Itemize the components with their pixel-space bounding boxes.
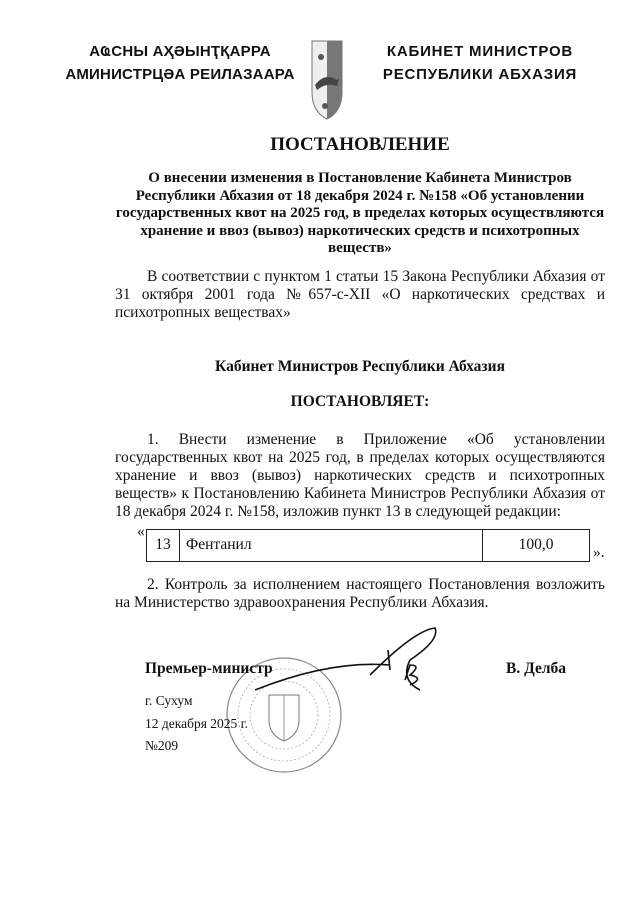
signature-block: [115, 660, 605, 780]
header-right-line1: КАБИНЕТ МИНИСТРОВ: [386, 43, 574, 60]
header-left-line1: АҨСНЫ АҲӘЫНҬҚАРРА: [89, 43, 271, 60]
item-2: 2. Контроль за исполнением настоящего Постановления возложить на Министерство здравоохранения Республики Абхазия.: [115, 575, 605, 611]
document-body: [115, 134, 605, 780]
table-row: [147, 529, 590, 561]
preamble: В соответствии с пунктом 1 статьи 15 Закона Республики Абхазия от 31 октября 2001 года №657-с-XII «О наркотических средствах и психотропных веществах»: [115, 267, 605, 321]
row-number: 13: [147, 529, 180, 561]
document-number: №209: [145, 737, 179, 753]
quote-close: ».: [593, 543, 605, 561]
coat-of-arms-emblem: [311, 40, 343, 120]
table-block: [115, 522, 605, 562]
row-substance: Фентанил: [180, 529, 483, 561]
header-left: [60, 40, 300, 86]
place: г. Сухум: [145, 692, 193, 708]
resolves-heading: ПОСТАНОВЛЯЕТ:: [290, 392, 430, 410]
date: 12 декабря 2025 г.: [145, 715, 249, 731]
signatory-position: Премьер-министр: [145, 659, 273, 677]
document-type-title: ПОСТАНОВЛЕНИЕ: [270, 134, 450, 155]
item-1: 1. Внести изменение в Приложение «Об установлении государственных квот на 2025 год, в пределах которых осуществляются хранение и ввоз (вывоз) наркотических средств и психотропных веществ» к Постановлению Кабинета Министров Республики Абхазия от 18 декабря 2024 г. №158, изложив пункт 13 в следующей редакции:: [115, 430, 605, 520]
quote-open: «: [137, 522, 145, 540]
substance-table: [146, 529, 590, 562]
row-quota: 100,0: [483, 529, 590, 561]
document-subtitle: О внесении изменения в Постановление Кабинета Министров Республики Абхазия от 18 декабря 2024 г. №158 «Об установлении государственных квот на 2025 год, в пределах которых осуществляются хранение и ввоз (вывоз) наркотических средств и психотропных веществ»: [115, 170, 605, 256]
header-right-line2: РЕСПУБЛИКИ АБХАЗИЯ: [382, 66, 578, 83]
signature-handwritten: [250, 620, 450, 700]
header-left-line2: АМИНИСТРЦӘА РЕИЛАЗААРА: [65, 66, 295, 83]
signatory-name: В. Делба: [506, 659, 567, 677]
issuer: Кабинет Министров Республики Абхазия: [215, 357, 505, 375]
header-right: [360, 40, 600, 86]
